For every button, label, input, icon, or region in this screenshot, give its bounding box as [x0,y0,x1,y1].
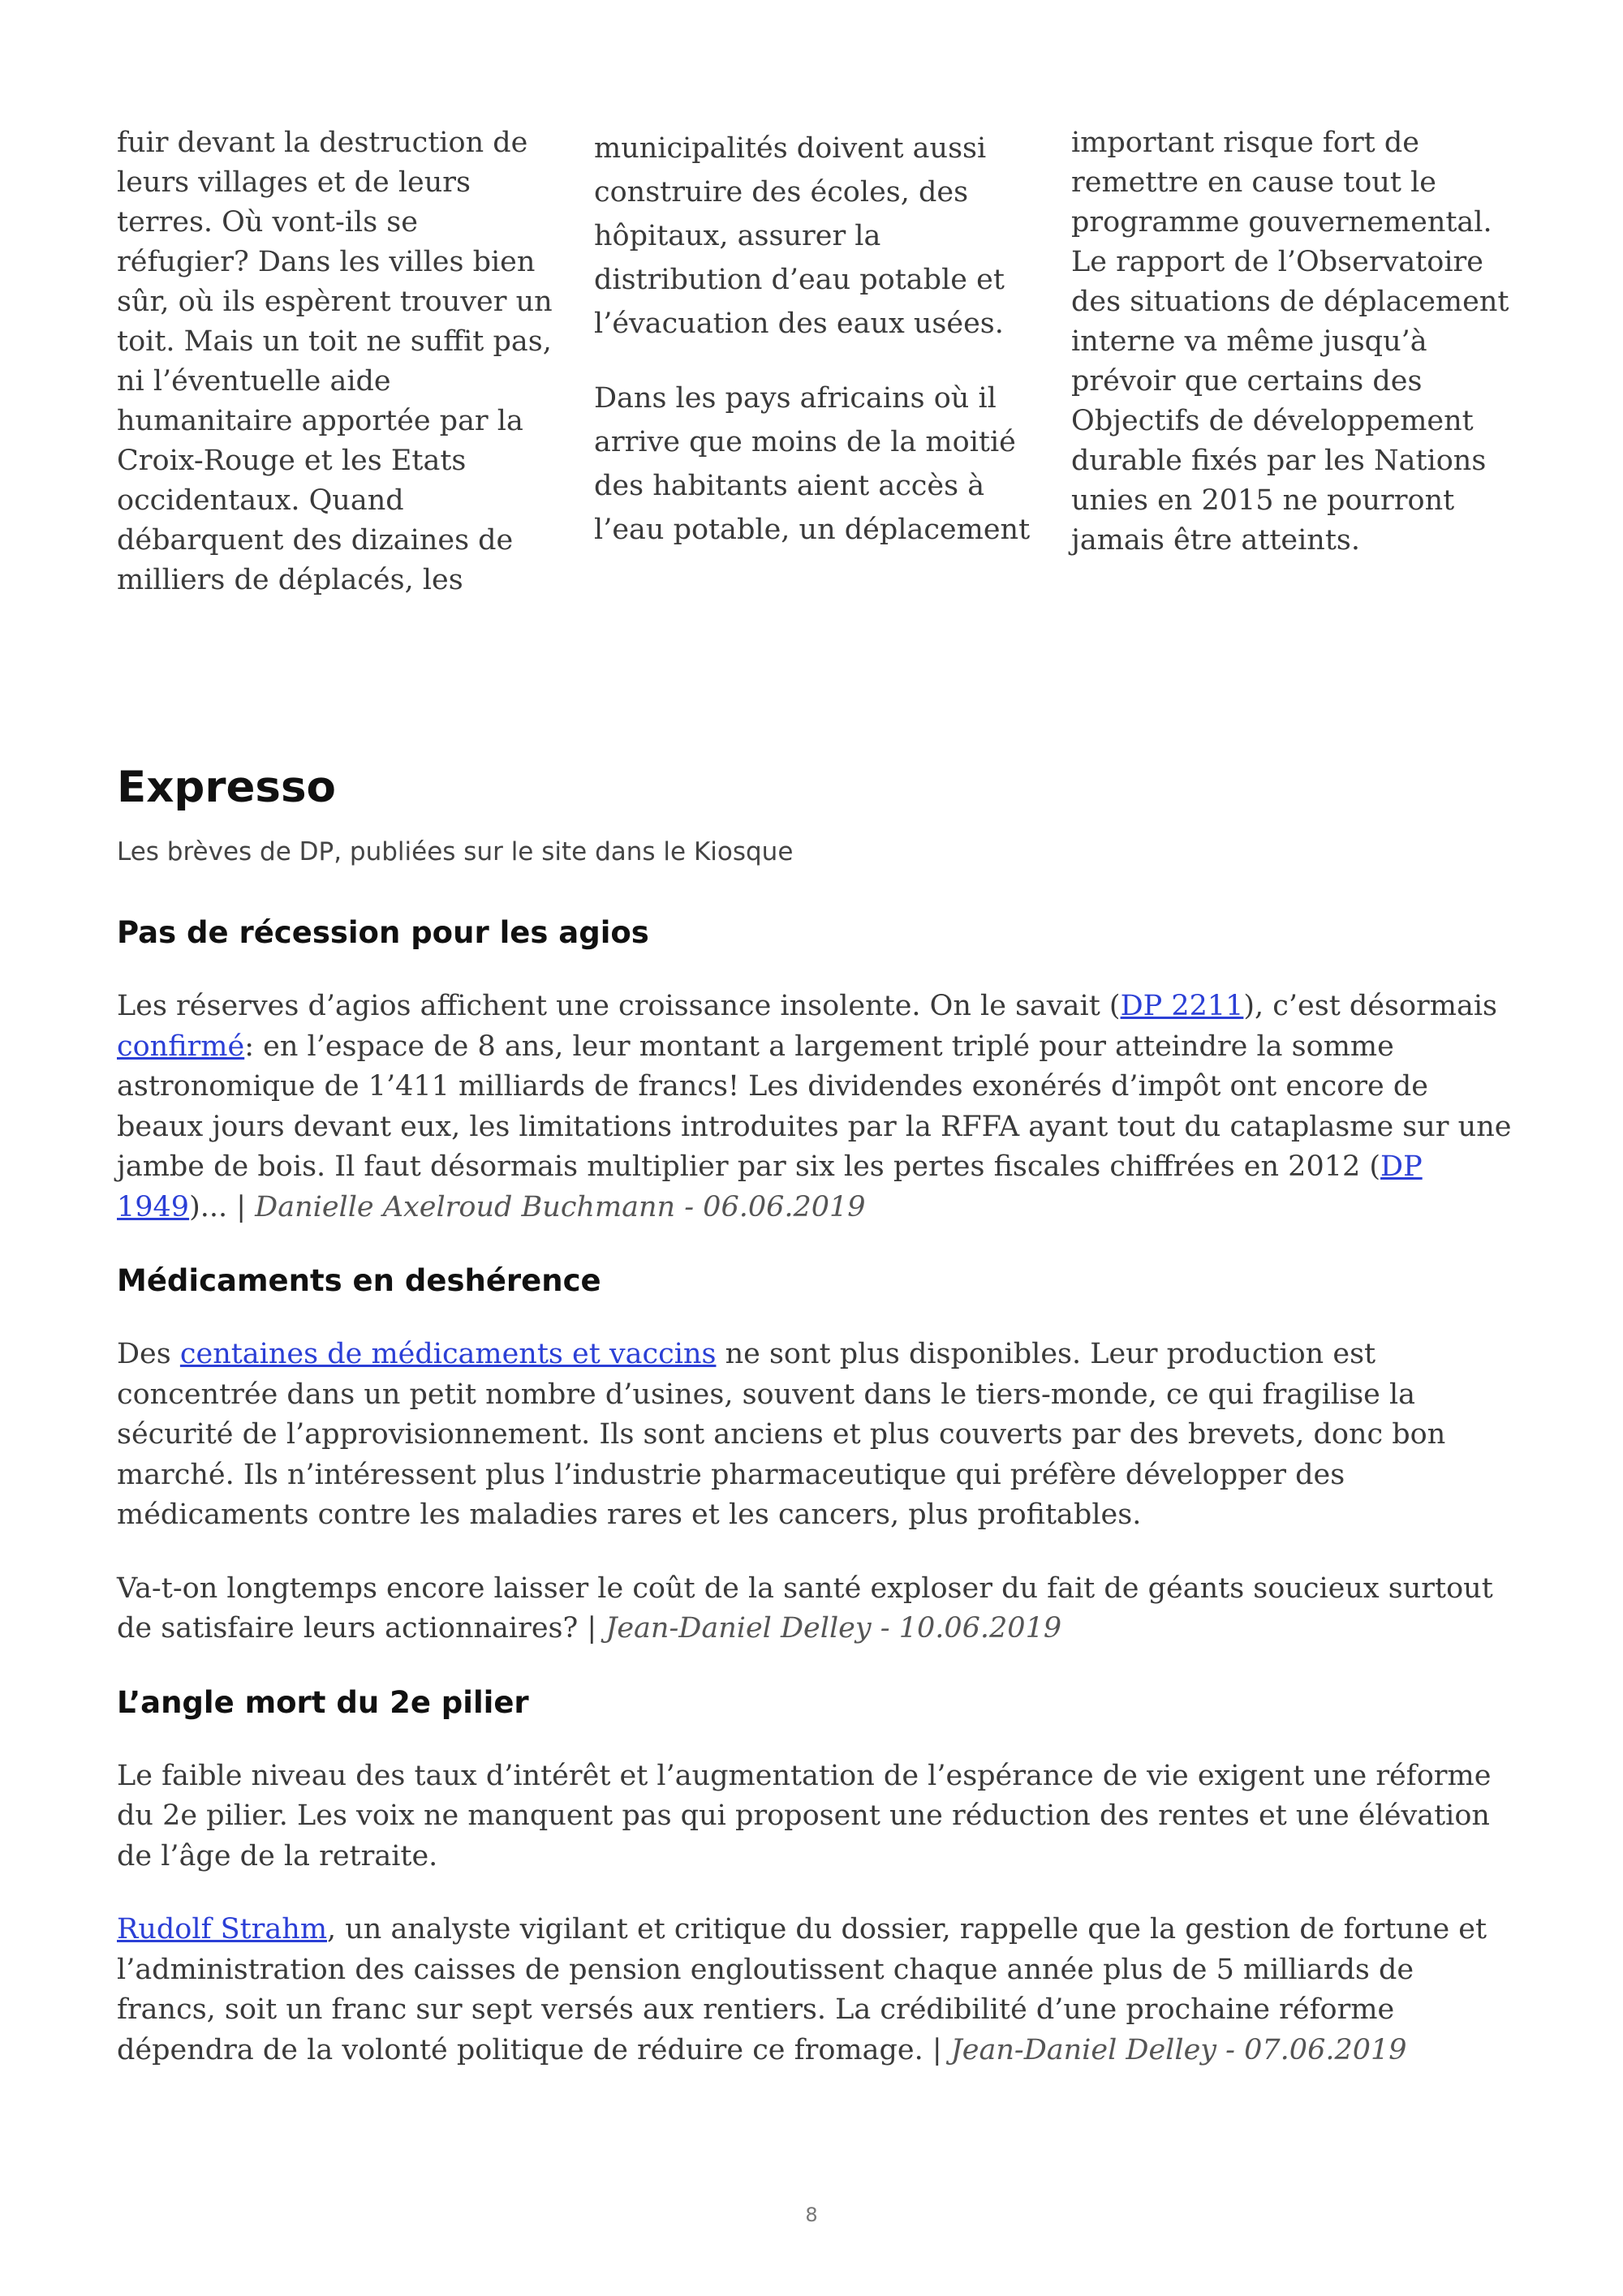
link-rudolf-strahm[interactable]: Rudolf Strahm [117,1913,328,1946]
column-paragraph: fuir devant la destruction de leurs villages et de leurs terres. Où vont-ils se réfugier? Dans les villes bien sûr, où ils espèrent trouver un toit. Mais un toit ne suffit pas, ni l’éventuelle aide humanitaire apportée par la Croix-Rouge et les Etats occidentaux. Quand débarquent des dizaines de milliers de déplacés, les [117,127,553,596]
column-paragraph: municipalités doivent aussi construire des écoles, des hôpitaux, assurer la distribution d’eau potable et l’évacuation des eaux usées. [594,132,1005,340]
section-title: Expresso [117,763,336,812]
article-byline: Jean-Daniel Delley - 10.06.2019 [605,1612,1062,1645]
article-byline: Danielle Axelroud Buchmann - 06.06.2019 [255,1190,866,1223]
article-paragraph [117,987,1517,1228]
paragraph-text: Des [117,1338,180,1370]
paragraph-text: Le faible niveau des taux d’intérêt et l’augmentation de l’espérance de vie exigent une réforme du 2e pilier. Les voix ne manquent pas qui proposent une réduction des rentes et une élévation de l’âge de la retraite. [117,1759,1492,1872]
text-column-1 [117,123,555,600]
paragraph-text: ne sont plus disponibles. Leur production est concentrée dans un petit nombre d’usines, souvent dans le tiers-monde, ce qui fragilise la sécurité de l’approvisionnement. Ils sont anciens et plus couverts par des brevets, donc bon marché. Ils n’intéressent plus l’industrie pharmaceutique qui préfère développer des médicaments contre les maladies rares et les cancers, plus profitables. [117,1338,1446,1531]
article-byline: Jean-Daniel Delley - 07.06.2019 [950,2033,1407,2066]
text-column-3 [1071,123,1509,561]
article-title-agios: Pas de récession pour les agios [117,915,649,950]
link-confirme[interactable]: confirmé [117,1030,245,1063]
paragraph-text: Va-t-on longtemps encore laisser le coût de la santé exploser du fait de géants soucieux surtout de satisfaire leurs actionnaires? | [117,1572,1493,1645]
article-paragraph [117,1756,1517,1877]
text-column-2 [594,127,1032,552]
page-number: 8 [805,2204,818,2226]
articles-list [117,913,1517,2070]
link-medicaments-vaccins[interactable]: centaines de médicaments et vaccins [179,1338,717,1370]
article-paragraph [117,1335,1517,1536]
article-title-2e-pilier: L’angle mort du 2e pilier [117,1684,529,1720]
link-dp-2211[interactable]: DP 2211 [1120,990,1244,1022]
paragraph-text: : en l’espace de 8 ans, leur montant a largement triplé pour atteindre la somme astronomique de 1’411 milliards de francs! Les dividendes exonérés d’impôt ont encore de beaux jours devant eux, les limitations introduites par la RFFA ayant tout du cataplasme sur une jambe de bois. Il faut désormais multiplier par six les pertes fiscales chiffrées en 2012 ( [117,1030,1512,1183]
link-dp-1949[interactable]: DP 1949 [117,1150,1423,1223]
section-subtitle: Les brèves de DP, publiées sur le site dans le Kiosque [117,837,794,866]
article-paragraph [117,1569,1517,1649]
article-paragraph [117,1910,1517,2070]
paragraph-text: )... | [189,1190,256,1223]
article-title-medicaments: Médicaments en deshérence [117,1263,601,1298]
column-paragraph: important risque fort de remettre en cause tout le programme gouvernemental. Le rapport de l’Observatoire des situations de déplacement interne va même jusqu’à prévoir que certains des Objectifs de développement durable fixés par les Nations unies en 2015 ne pourront jamais être atteints. [1071,127,1509,557]
paragraph-text: Les réserves d’agios affichent une croissance insolente. On le savait ( [117,990,1121,1022]
column-paragraph: Dans les pays africains où il arrive que moins de la moitié des habitants aient accès à l’eau potable, un déplacement [594,382,1031,546]
paragraph-text: ), c’est désormais [1243,990,1497,1022]
paragraph-text: , un analyste vigilant et critique du dossier, rappelle que la gestion de fortune et l’administration des caisses de pension engloutissent chaque année plus de 5 milliards de francs, soit un franc sur sept versés aux rentiers. La crédibilité d’une prochaine réforme dépendra de la volonté politique de réduire ce fromage. | [117,1913,1487,2066]
